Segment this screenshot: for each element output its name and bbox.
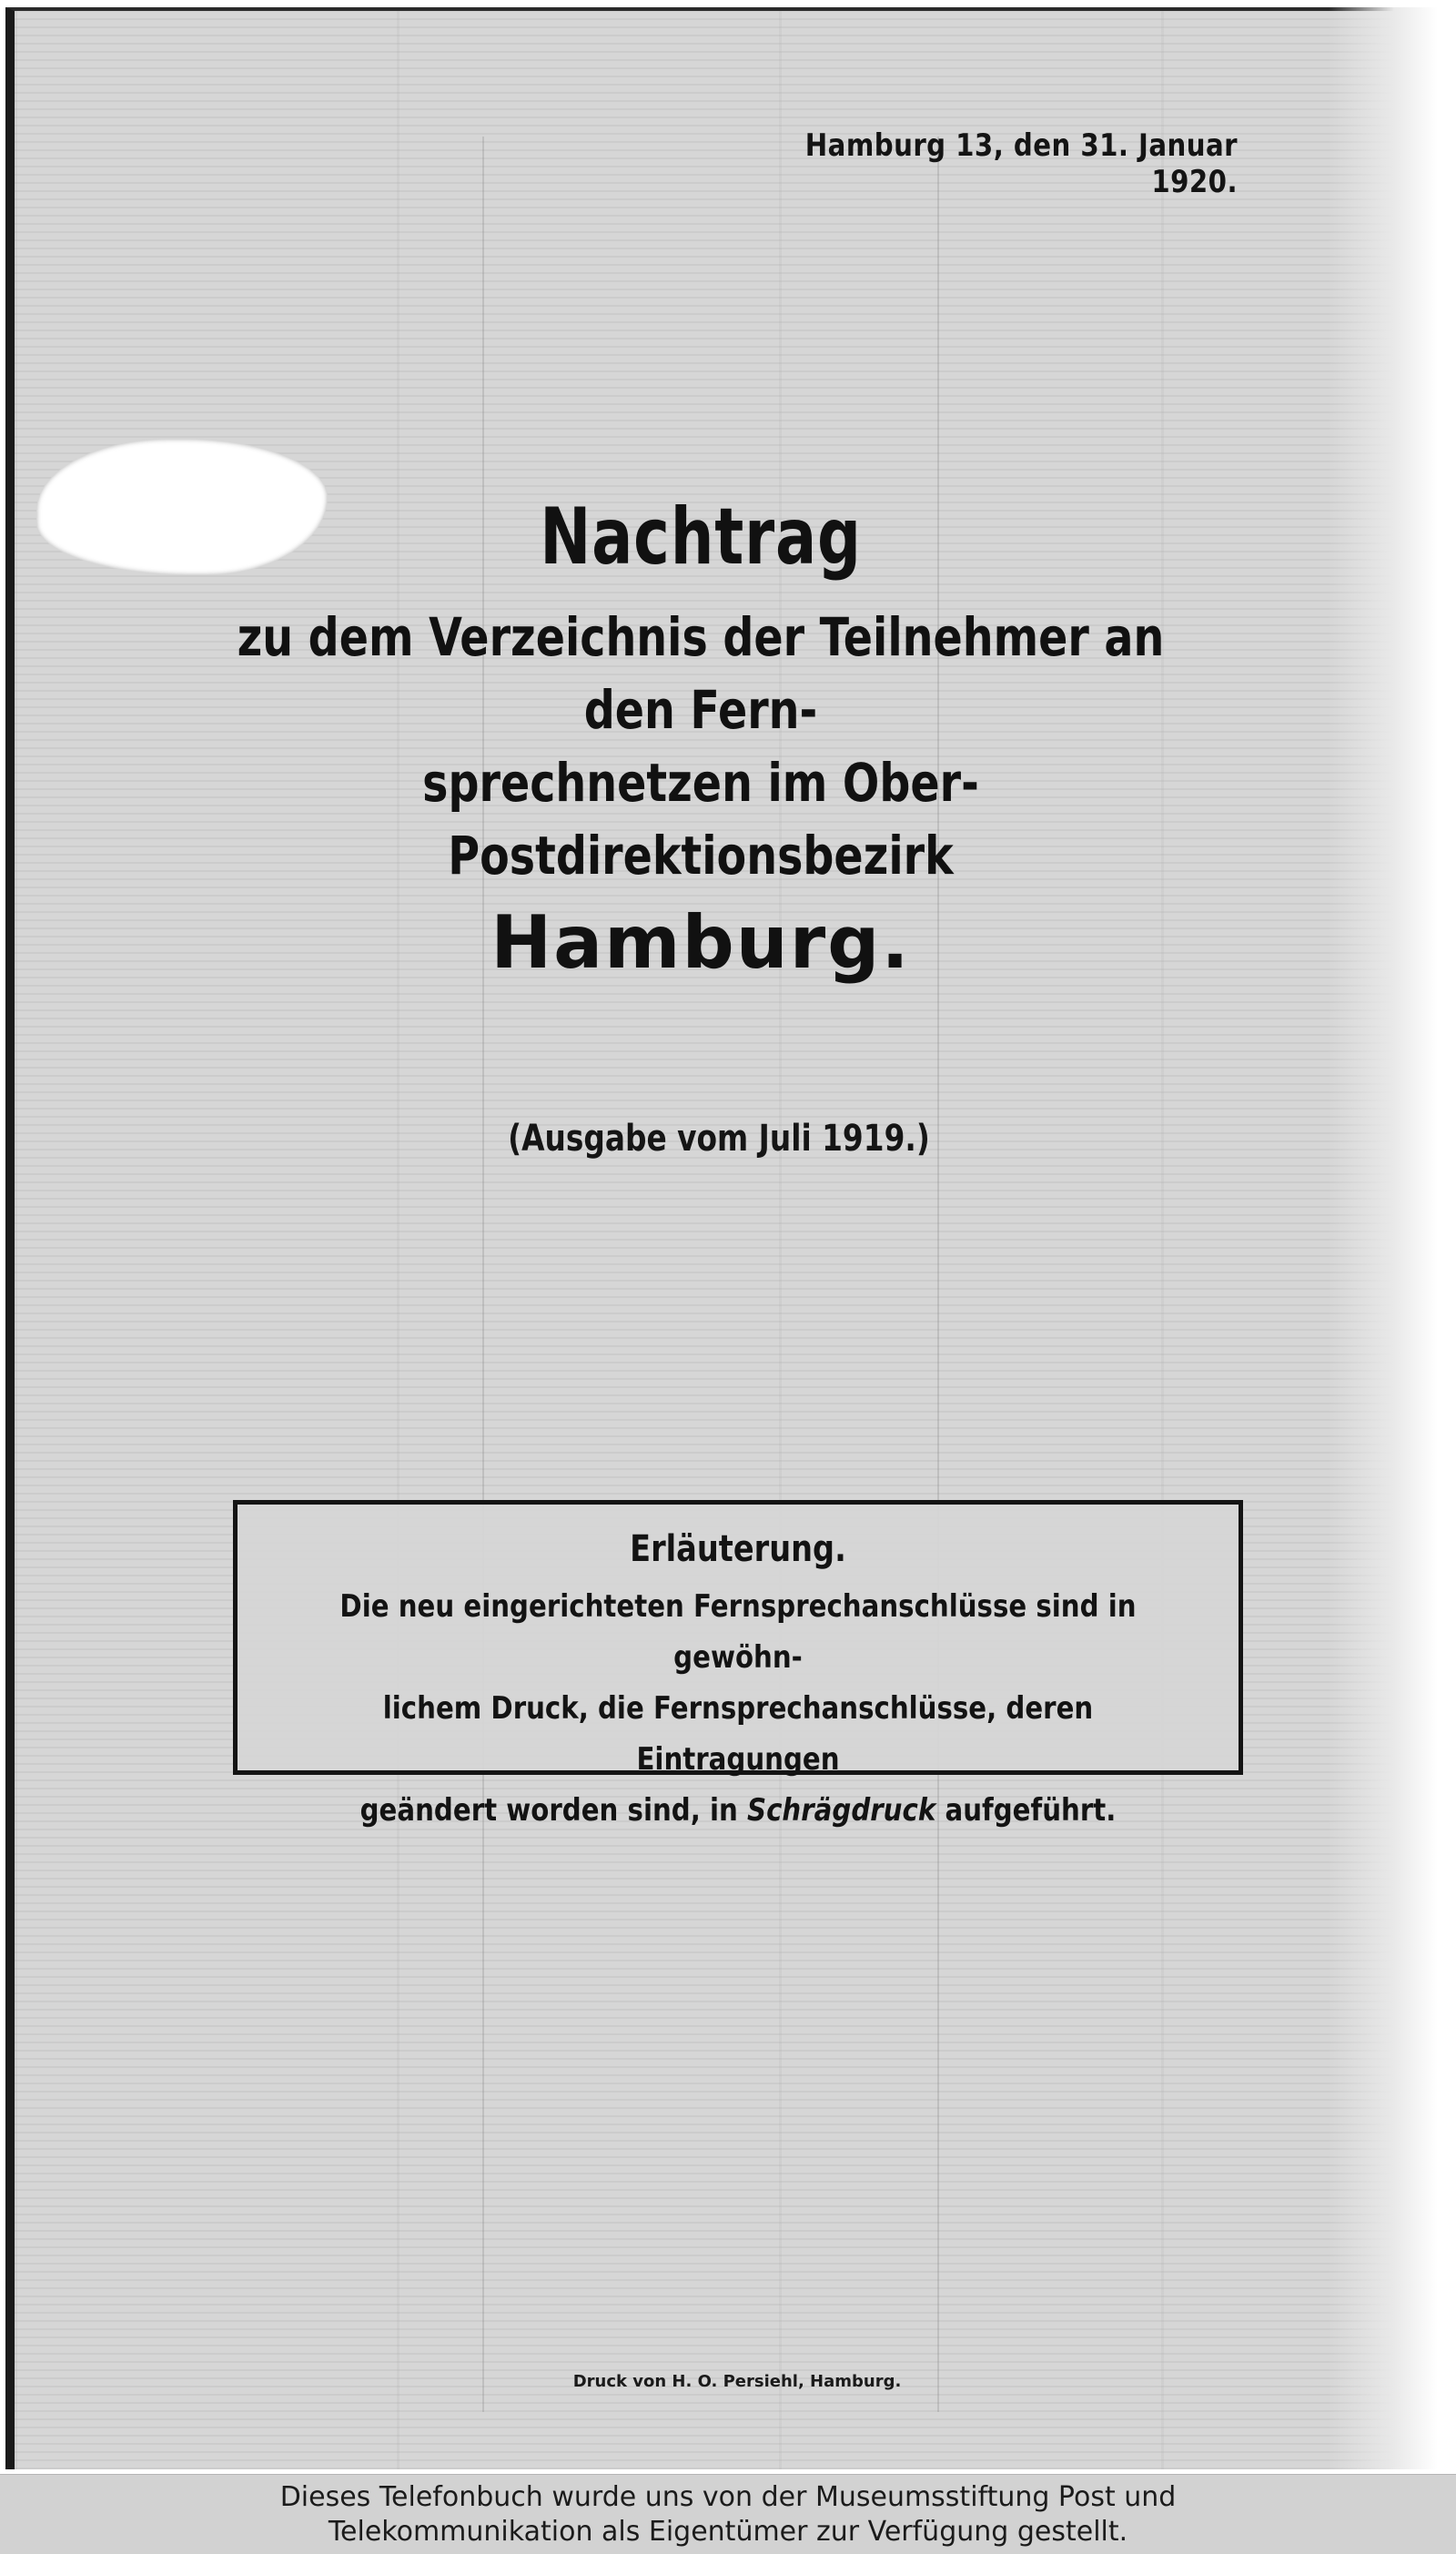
- bleed-through-column-rule: [482, 137, 484, 2412]
- subtitle-line-2: sprechnetzen im Ober-Postdirektionsbezirk: [422, 752, 979, 887]
- page-title: Nachtrag: [540, 492, 862, 583]
- explanation-text: [308, 1581, 1168, 1836]
- explanation-line-1: Die neu eingerichteten Fernsprechanschlüsse sind in gewöhn-: [339, 1588, 1137, 1676]
- edition-note: (Ausgabe vom Juli 1919.): [508, 1118, 930, 1160]
- explanation-line-3: [327, 1785, 1150, 1836]
- footer-line-2: Telekommunikation als Eigentümer zur Verfügung gestellt.: [328, 2516, 1128, 2548]
- paper-background: [5, 7, 1423, 2469]
- explanation-line-3-start: geändert worden sind, in: [359, 1792, 738, 1829]
- bleed-through-column-rule: [937, 137, 939, 2412]
- explanation-line-2: lichem Druck, die Fernsprechanschlüsse, deren Eintragungen: [382, 1690, 1094, 1778]
- city-title: Hamburg.: [490, 900, 911, 985]
- paper-edge: [1329, 7, 1438, 2469]
- title-block: [109, 492, 1292, 988]
- ownership-footer: [0, 2474, 1456, 2554]
- printer-imprint: Druck von H. O. Persiehl, Hamburg.: [572, 2372, 902, 2391]
- header-date: Hamburg 13, den 31. Januar 1920.: [804, 127, 1238, 200]
- subtitle-line-1: zu dem Verzeichnis der Teilnehmer an den Fern-: [237, 606, 1165, 741]
- explanation-line-3-end: aufgeführt.: [945, 1792, 1117, 1829]
- explanation-italic-word: Schrägdruck: [747, 1792, 936, 1829]
- explanation-heading: Erläuterung.: [630, 1528, 846, 1570]
- explanation-box: [233, 1500, 1243, 1829]
- footer-line-1: Dieses Telefonbuch wurde uns von der Museumsstiftung Post und: [279, 2481, 1177, 2513]
